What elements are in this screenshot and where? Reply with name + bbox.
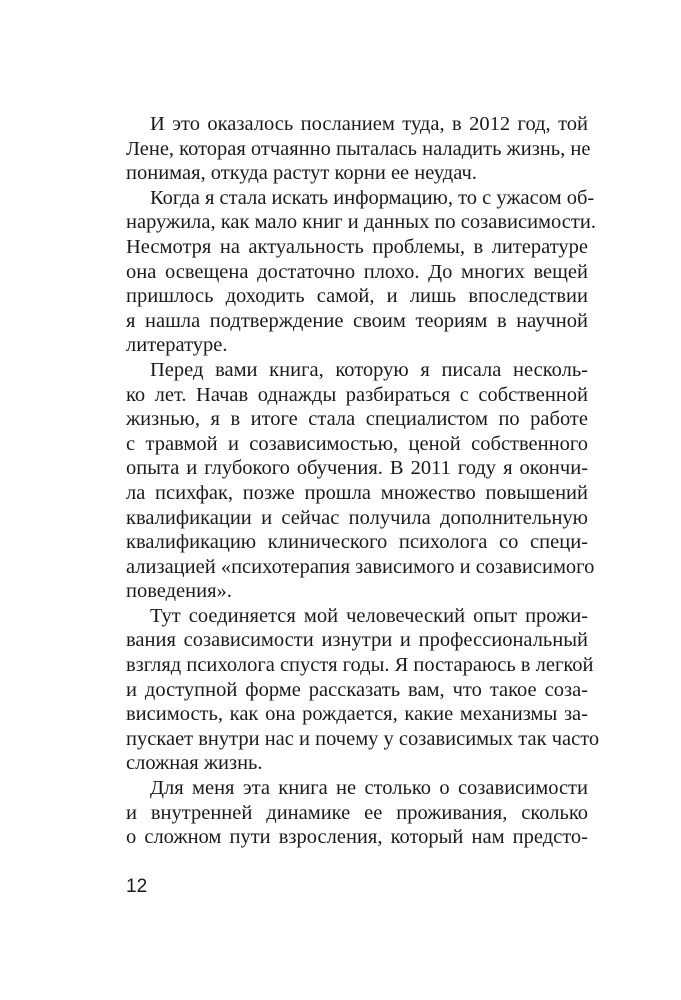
text-line: висимость, как она рождается, какие механизмы за- (126, 703, 588, 726)
text-line: с травмой и созависимостью, ценой собственного (126, 432, 588, 455)
text-line: взгляд психолога спустя годы. Я постараюсь в легкой (126, 654, 594, 677)
text-line: сложная жизнь. (126, 752, 263, 775)
text-line: Перед вами книга, которую я писала несколь- (150, 358, 588, 381)
text-line: ко лет. Начав однажды разбираться с собственной (126, 383, 588, 406)
text-line: вания созависимости изнутри и профессиональный (126, 629, 588, 652)
text-line: ализацией «психотерапия зависимого и созависимого (126, 555, 595, 578)
text-line: Когда я стала искать информацию, то с ужасом об- (150, 186, 595, 209)
text-line: наружила, как мало книг и данных по созависимости. (126, 211, 596, 234)
text-line: и доступной форме рассказать вам, что такое соза- (126, 678, 588, 701)
text-line: Тут соединяется мой человеческий опыт прожи- (150, 604, 588, 627)
text-line: пришлось доходить самой, и лишь впоследствии (126, 285, 588, 308)
text-line: Несмотря на актуальность проблемы, в литературе (126, 235, 588, 258)
text-line: опыта и глубокого обучения. В 2011 году я окончи- (126, 457, 588, 480)
text-line: квалификации и сейчас получила дополнительную (126, 506, 588, 529)
text-line: я нашла подтверждение своим теориям в научной (126, 309, 588, 332)
text-line: литературе. (126, 334, 228, 357)
body-text (126, 112, 600, 850)
page-number: 12 (126, 876, 148, 897)
text-line: Для меня эта книга не столько о созависимости (150, 777, 588, 800)
text-line: ла психфак, позже прошла множество повышений (126, 481, 588, 504)
text-line: поведения». (126, 580, 232, 603)
text-line: и внутренней динамике ее проживания, сколько (126, 801, 588, 824)
text-line: пускает внутри нас и почему у созависимых так часто (126, 727, 600, 750)
text-line: жизнью, я в итоге стала специалистом по работе (126, 408, 588, 431)
text-line: понимая, откуда растут корни ее неудач. (126, 162, 477, 185)
text-line: Лене, которая отчаянно пыталась наладить жизнь, не (126, 137, 591, 160)
text-line: о сложном пути взросления, который нам предсто- (126, 826, 588, 849)
text-line: она освещена достаточно плохо. До многих вещей (126, 260, 588, 283)
text-line: квалификацию клинического психолога со специ- (126, 531, 588, 554)
text-line: И это оказалось посланием туда, в 2012 год, той (150, 113, 588, 135)
